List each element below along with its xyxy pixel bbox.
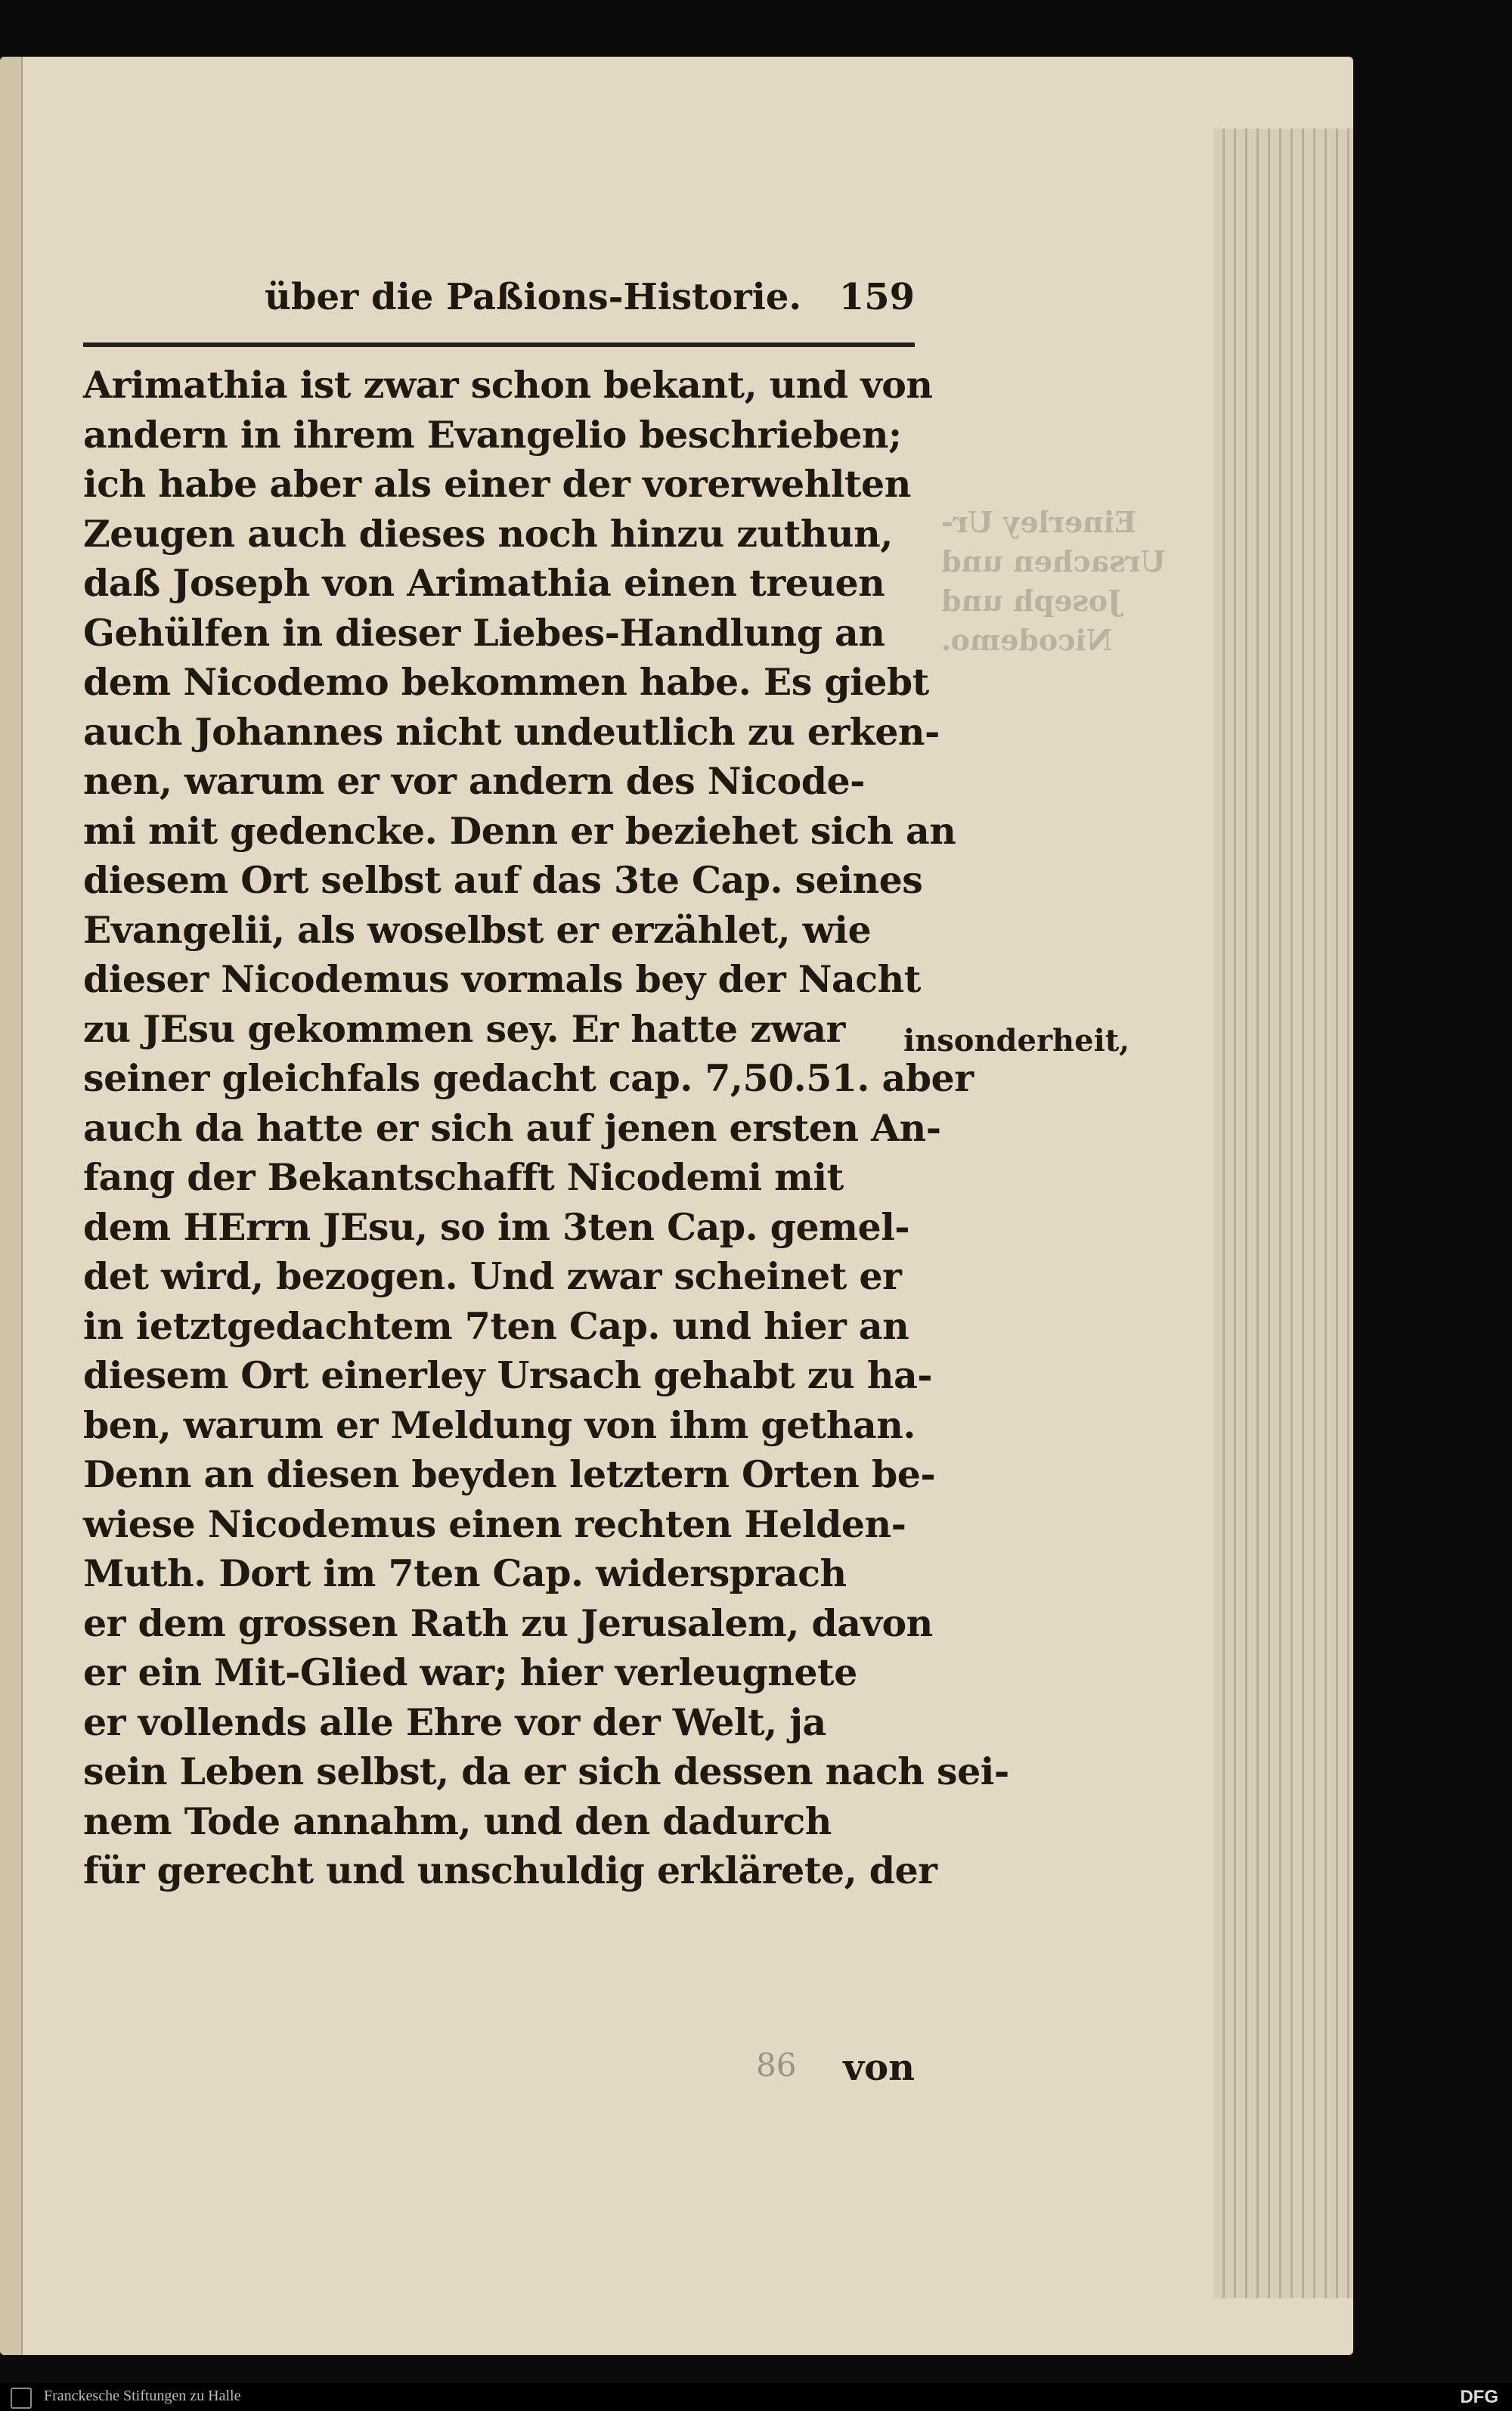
text-line: ich habe aber als einer der vorerwehlten bbox=[83, 462, 911, 506]
marginal-note: insonderheit, bbox=[903, 1023, 1130, 1058]
catchword: von bbox=[843, 2047, 915, 2089]
bleed-line: Nicodemo. bbox=[941, 623, 1113, 657]
institution-name: Franckesche Stiftungen zu Halle bbox=[44, 2388, 241, 2404]
text-line: dieser Nicodemus vormals bey der Nacht bbox=[83, 957, 921, 1001]
text-line: seiner gleichfals gedacht cap. 7,50.51. aber bbox=[83, 1056, 974, 1100]
text-line: Evangelii, als woselbst er erzählet, wie bbox=[83, 907, 872, 952]
text-line: fang der Bekantschafft Nicodemi mit bbox=[83, 1155, 844, 1199]
text-line: nen, warum er vor andern des Nicode- bbox=[83, 759, 865, 803]
text-line: Zeugen auch dieses noch hinzu zuthun, bbox=[83, 511, 893, 556]
text-line: er dem grossen Rath zu Jerusalem, davon bbox=[83, 1601, 933, 1645]
page-stack-edge bbox=[1213, 129, 1353, 2298]
text-line: diesem Ort selbst auf das 3te Cap. seines bbox=[83, 858, 923, 902]
text-line: daß Joseph von Arimathia einen treuen bbox=[83, 561, 885, 605]
text-line: Arimathia ist zwar schon bekant, und von bbox=[83, 363, 933, 407]
header-rule bbox=[83, 342, 915, 347]
text-line: mi mit gedencke. Denn er beziehet sich an bbox=[83, 808, 956, 853]
body-text bbox=[83, 361, 1009, 1896]
text-line: ben, warum er Meldung von ihm gethan. bbox=[83, 1402, 916, 1447]
text-line: det wird, bezogen. Und zwar scheinet er bbox=[83, 1254, 902, 1298]
text-line: Denn an diesen beyden letztern Orten be- bbox=[83, 1452, 936, 1496]
text-line: wiese Nicodemus einen rechten Helden- bbox=[83, 1501, 906, 1546]
running-title: über die Paßions-Historie. bbox=[265, 276, 802, 318]
text-line: andern in ihrem Evangelio beschrieben; bbox=[83, 412, 902, 457]
text-line: dem HErrn JEsu, so im 3ten Cap. gemel- bbox=[83, 1204, 910, 1249]
running-header bbox=[83, 276, 915, 329]
book-page bbox=[0, 57, 1353, 2355]
text-line: Gehülfen in dieser Liebes-Handlung an bbox=[83, 610, 885, 655]
text-line: in ietztgedachtem 7ten Cap. und hier an bbox=[83, 1303, 909, 1348]
text-line: diesem Ort einerley Ursach gehabt zu ha- bbox=[83, 1353, 933, 1397]
text-line: nem Tode annahm, und den dadurch bbox=[83, 1799, 832, 1843]
text-line: auch da hatte er sich auf jenen ersten An- bbox=[83, 1105, 941, 1150]
institution-logo-icon bbox=[11, 2388, 32, 2409]
text-line: dem Nicodemo bekommen habe. Es giebt bbox=[83, 660, 929, 704]
text-line: zu JEsu gekommen sey. Er hatte zwar bbox=[83, 1006, 845, 1051]
bleed-line: Ursachen und bbox=[941, 544, 1166, 578]
page-number: 159 bbox=[838, 276, 915, 318]
previous-page-edge bbox=[0, 57, 23, 2355]
text-line: er ein Mit-Glied war; hier verleugnete bbox=[83, 1650, 857, 1694]
text-line: Muth. Dort im 7ten Cap. widersprach bbox=[83, 1551, 847, 1595]
bleed-through-text bbox=[941, 503, 1168, 699]
text-line: er vollends alle Ehre vor der Welt, ja bbox=[83, 1700, 826, 1744]
text-line: auch Johannes nicht undeutlich zu erken- bbox=[83, 709, 940, 754]
text-line: sein Leben selbst, da er sich dessen nach sei- bbox=[83, 1749, 1009, 1793]
footer-bar bbox=[0, 2383, 1512, 2411]
bleed-line: Joseph und bbox=[941, 584, 1122, 618]
text-line: für gerecht und unschuldig erklärete, der bbox=[83, 1849, 937, 1892]
dfg-logo: DFG bbox=[1460, 2387, 1498, 2407]
pencil-annotation: 86 bbox=[756, 2047, 797, 2084]
bleed-line: Einerley Ur- bbox=[941, 505, 1137, 539]
